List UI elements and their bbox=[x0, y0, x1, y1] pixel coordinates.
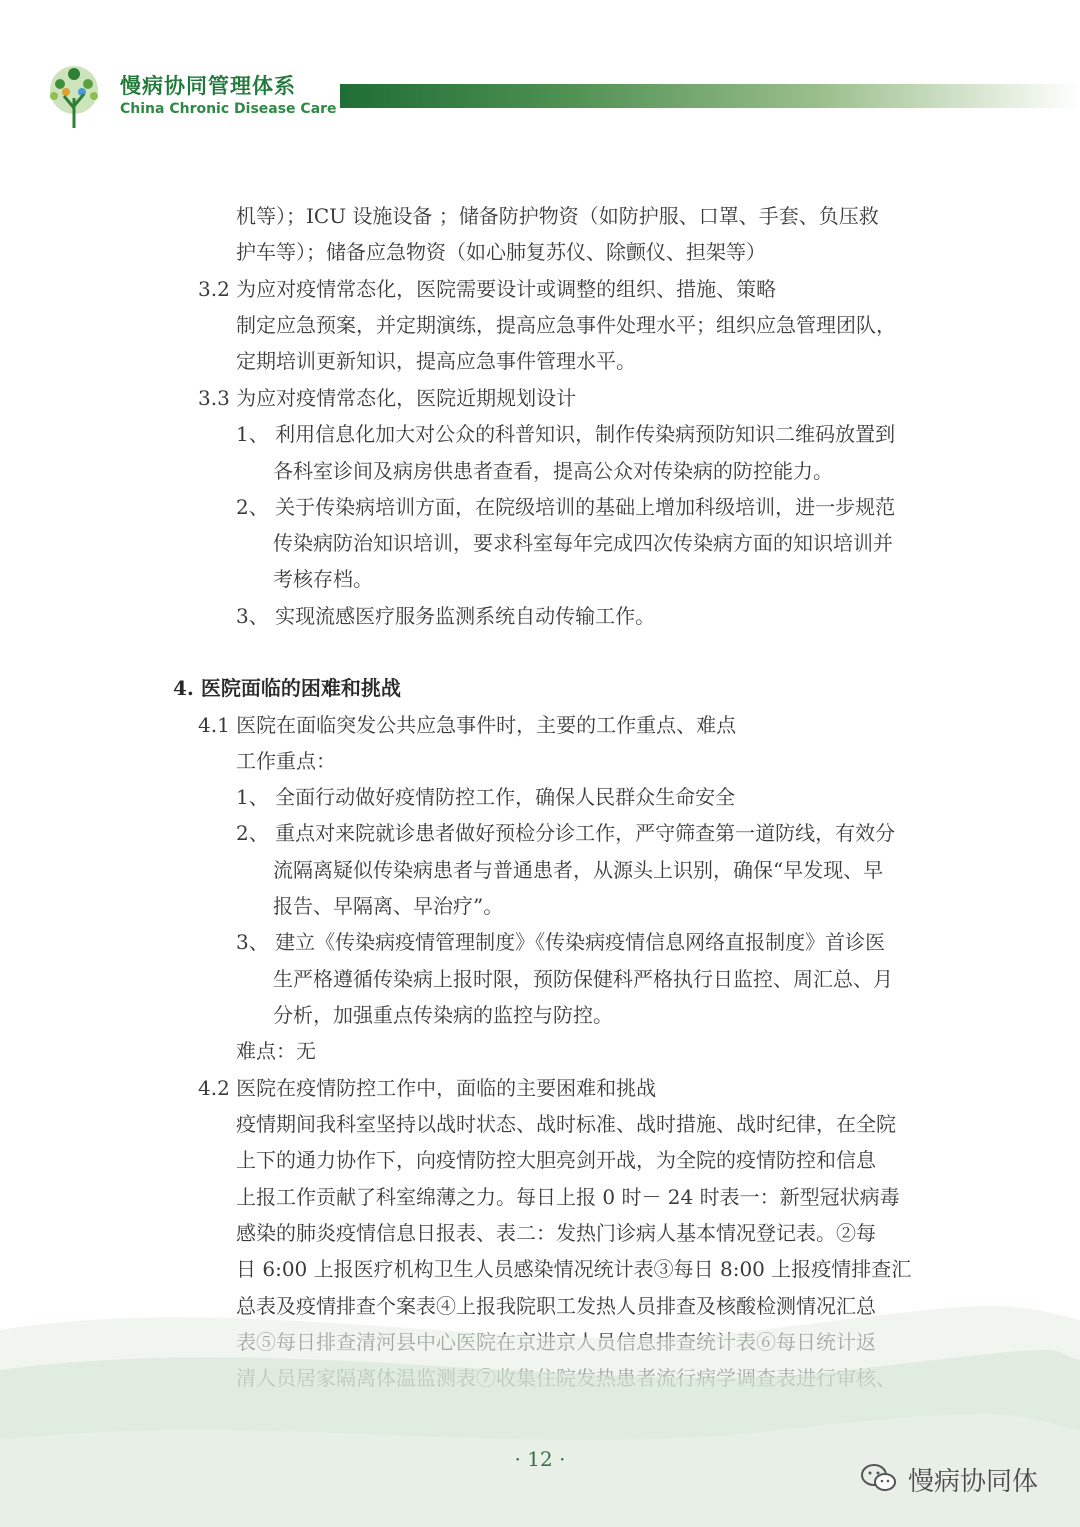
text-line: 总表及疫情排查个案表④上报我院职工发热人员排查及核酸检测情况汇总 bbox=[236, 1294, 876, 1318]
text-line: 机等）；ICU 设施设备 ；储备防护物资（如防护服、口罩、手套、负压救 bbox=[236, 204, 879, 228]
text-line: 报告、早隔离、早治疗”。 bbox=[273, 894, 504, 918]
text-line: 难点：无 bbox=[236, 1039, 316, 1063]
text-line: 上报工作贡献了科室绵薄之力。每日上报 0 时－ 24 时表一：新型冠状病毒 bbox=[236, 1185, 900, 1209]
text-line: 传染病防治知识培训，要求科室每年完成四次传染病方面的知识培训并 bbox=[273, 531, 893, 555]
page-number: · 12 · bbox=[514, 1447, 566, 1471]
text-line: 制定应急预案，并定期演练，提高应急事件处理水平；组织应急管理团队， bbox=[236, 313, 896, 337]
wechat-watermark: 慢病协同体 bbox=[908, 1467, 1039, 1497]
section-4-1-heading: 4.1 医院在面临突发公共应急事件时，主要的工作重点、难点 bbox=[198, 713, 737, 737]
text-line: 日 6:00 上报医疗机构卫生人员感染情况统计表③每日 8:00 上报疫情排查汇 bbox=[236, 1257, 912, 1281]
list-item: 3、 实现流感医疗服务监测系统自动传输工作。 bbox=[236, 604, 656, 628]
section-4-2-heading: 4.2 医院在疫情防控工作中，面临的主要困难和挑战 bbox=[198, 1076, 657, 1100]
tree-logo-icon bbox=[40, 62, 108, 130]
text-line: 分析，加强重点传染病的监控与防控。 bbox=[273, 1003, 613, 1027]
text-line: 生严格遵循传染病上报时限，预防保健科严格执行日监控、周汇总、月 bbox=[273, 967, 893, 991]
page-header bbox=[0, 0, 1080, 150]
section-4-heading: 4. 医院面临的困难和挑战 bbox=[173, 676, 401, 700]
brand-title-cn: 慢病协同管理体系 bbox=[120, 74, 296, 98]
text-line: 护车等）；储备应急物资（如心肺复苏仪、除颤仪、担架等） bbox=[236, 240, 766, 264]
section-3-3-heading: 3.3 为应对疫情常态化，医院近期规划设计 bbox=[198, 386, 577, 410]
list-item: 2、 关于传染病培训方面，在院级培训的基础上增加科级培训，进一步规范 bbox=[236, 495, 896, 519]
list-item: 2、 重点对来院就诊患者做好预检分诊工作，严守筛查第一道防线，有效分 bbox=[236, 821, 896, 845]
list-item: 1、 利用信息化加大对公众的科普知识，制作传染病预防知识二维码放置到 bbox=[236, 422, 896, 446]
section-3-2-heading: 3.2 为应对疫情常态化，医院需要设计或调整的组织、措施、策略 bbox=[198, 277, 777, 301]
text-line: 定期培训更新知识，提高应急事件管理水平。 bbox=[236, 349, 636, 373]
text-line: 工作重点： bbox=[236, 749, 336, 773]
brand-title-en: China Chronic Disease Care bbox=[120, 101, 337, 117]
header-gradient-bar bbox=[340, 84, 1080, 108]
text-line: 流隔离疑似传染病患者与普通患者，从源头上识别，确保“早发现、早 bbox=[273, 858, 884, 882]
text-line: 上下的通力协作下，向疫情防控大胆亮剑开战，为全院的疫情防控和信息 bbox=[236, 1148, 876, 1172]
list-item: 1、 全面行动做好疫情防控工作，确保人民群众生命安全 bbox=[236, 785, 736, 809]
list-item: 3、 建立《传染病疫情管理制度》《传染病疫情信息网络直报制度》首诊医 bbox=[236, 930, 886, 954]
text-line: 考核存档。 bbox=[273, 567, 373, 591]
text-line: 疫情期间我科室坚持以战时状态、战时标准、战时措施、战时纪律，在全院 bbox=[236, 1112, 896, 1136]
text-line: 感染的肺炎疫情信息日报表、表二：发热门诊病人基本情况登记表。②每 bbox=[236, 1221, 876, 1245]
text-line: 各科室诊间及病房供患者查看，提高公众对传染病的防控能力。 bbox=[273, 459, 833, 483]
wechat-icon bbox=[860, 1463, 898, 1493]
